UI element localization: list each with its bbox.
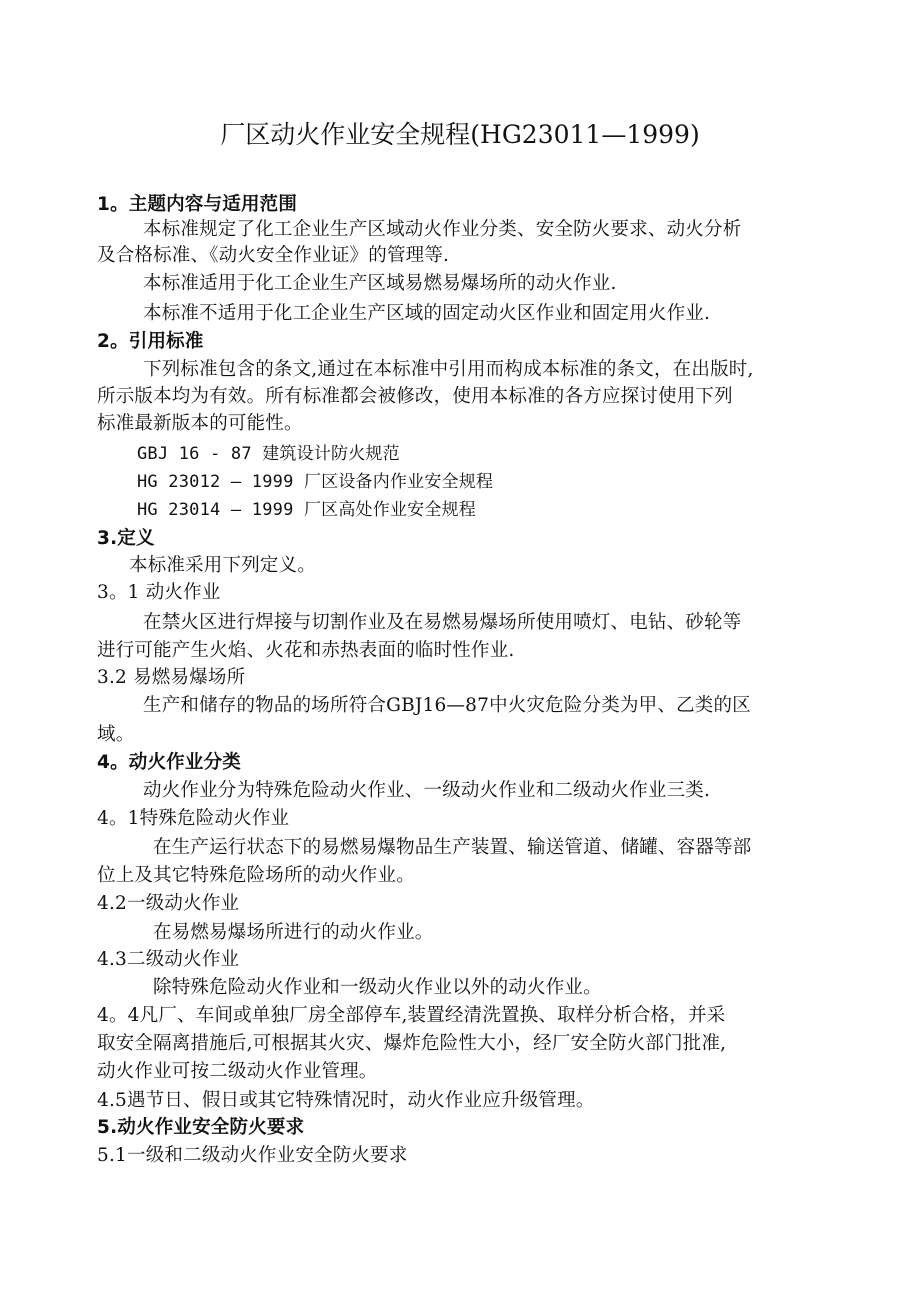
section-heading-4: 4。动火作业分类 [97, 752, 241, 773]
paragraph-line: 本标准不适用于化工企业生产区域的固定动火区作业和固定用火作业. [143, 303, 711, 324]
document-title: 厂区动火作业安全规程(HG23011—1999) [220, 120, 700, 149]
paragraph-line: 本标准适用于化工企业生产区域易燃易爆场所的动火作业. [143, 273, 617, 294]
paragraph-line: 标准最新版本的可能性。 [97, 413, 303, 434]
paragraph-line: 下列标准包含的条文,通过在本标准中引用而构成本标准的条文，在出版时, [143, 359, 754, 380]
paragraph-line: 进行可能产生火焰、火花和赤热表面的临时性作业. [97, 640, 515, 661]
subsection-heading: 4。1特殊危险动火作业 [97, 808, 290, 829]
paragraph-line: 所示版本均为有效。所有标准都会被修改，使用本标准的各方应探讨使用下列 [97, 386, 733, 407]
subsection-heading: 4.2一级动火作业 [97, 893, 240, 914]
paragraph-line: 位上及其它特殊危险场所的动火作业。 [97, 865, 415, 886]
subsection-heading: 3。1 动火作业 [97, 582, 221, 603]
subsection-heading: 3.2 易燃易爆场所 [97, 667, 246, 688]
paragraph-line: 生产和储存的物品的场所符合GBJ16—87中火灾危险分类为甲、乙类的区 [143, 695, 751, 716]
paragraph-line: 及合格标准、《动火安全作业证》的管理等. [97, 245, 450, 266]
section-heading-1: 1。主题内容与适用范围 [97, 194, 298, 215]
section-heading-3: 3.定义 [97, 528, 155, 549]
paragraph-line: 在禁火区进行焊接与切割作业及在易燃易爆场所使用喷灯、电钻、砂轮等 [143, 612, 742, 633]
paragraph-line: 4。4凡厂、车间或单独厂房全部停车,装置经清洗置换、取样分析合格，并采 [97, 1005, 726, 1026]
paragraph-line: 本标准规定了化工企业生产区域动火作业分类、安全防火要求、动火分析 [143, 219, 742, 240]
paragraph-line: 动火作业分为特殊危险动火作业、一级动火作业和二级动火作业三类. [143, 780, 711, 801]
paragraph-line: 4.5遇节日、假日或其它特殊情况时，动火作业应升级管理。 [97, 1090, 595, 1111]
paragraph-line: 除特殊危险动火作业和一级动火作业以外的动火作业。 [153, 977, 602, 998]
section-heading-5: 5.动火作业安全防火要求 [97, 1117, 305, 1138]
paragraph-line: 在易燃易爆场所进行的动火作业。 [153, 922, 434, 943]
paragraph-line: 动火作业可按二级动火作业管理。 [97, 1061, 378, 1082]
subsection-heading: 5.1一级和二级动火作业安全防火要求 [97, 1145, 408, 1166]
paragraph-line: 域。 [97, 724, 135, 745]
reference-line: HG 23012 — 1999 厂区设备内作业安全规程 [137, 472, 494, 492]
reference-line: GBJ 16 - 87 建筑设计防火规范 [137, 444, 400, 464]
paragraph-line: 取安全隔离措施后,可根据其火灾、爆炸危险性大小，经厂安全防火部门批准, [97, 1033, 727, 1054]
paragraph-line: 本标准采用下列定义。 [129, 555, 317, 576]
reference-line: HG 23014 — 1999 厂区高处作业安全规程 [137, 500, 476, 520]
section-heading-2: 2。引用标准 [97, 331, 204, 352]
paragraph-line: 在生产运行状态下的易燃易爆物品生产装置、输送管道、储罐、容器等部 [153, 837, 752, 858]
subsection-heading: 4.3二级动火作业 [97, 949, 240, 970]
